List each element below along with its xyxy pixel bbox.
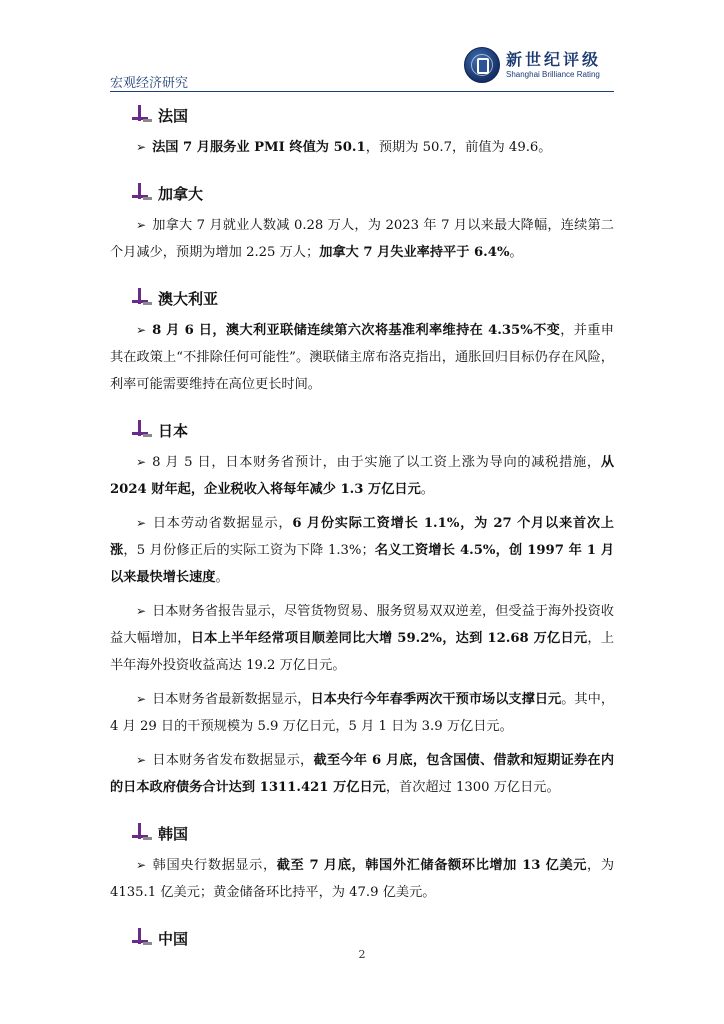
section-title: 中国 — [158, 929, 189, 948]
section-title: 日本 — [158, 421, 189, 440]
section — [110, 103, 614, 178]
text-run: ，预期为 50.7，前值为 49.6。 — [365, 140, 552, 155]
text-run: 日本财务省报告显示，尽管货物贸易、服务贸易双双逆差，但受益于海外投资收益大幅增加， — [110, 604, 614, 646]
news-paragraph — [110, 510, 614, 591]
arrow-bullet-icon: ➢ — [136, 516, 147, 530]
news-paragraph — [110, 212, 614, 266]
news-paragraph — [110, 852, 614, 906]
arrow-bullet-icon: ➢ — [136, 323, 147, 337]
section-title: 澳大利亚 — [158, 289, 219, 308]
bold-text-run: 截至 7 月底，韩国外汇储备额环比增加 13 亿美元 — [276, 858, 588, 873]
bold-text-run: 日本上半年经常项目顺差同比大增 59.2%，达到 12.68 万亿日元 — [190, 631, 588, 646]
text-run: 。 — [420, 482, 434, 497]
section-bullet-icon — [132, 288, 152, 308]
section — [110, 821, 614, 923]
bold-text-run: 6 月份实际工资增长 1.1%，为 27 个月以来首次上涨 — [110, 516, 614, 558]
arrow-bullet-icon: ➢ — [136, 858, 147, 872]
news-paragraph — [110, 747, 614, 801]
text-run: 。 — [215, 570, 229, 585]
bold-text-run: 从 2024 财年起，企业税收入将每年减少 1.3 万亿日元 — [110, 455, 614, 497]
text-run: 加拿大 7 月就业人数减 0.28 万人，为 2023 年 7 月以来最大降幅，连续第二个月减少，预期为增加 2.25 万人； — [110, 218, 614, 260]
text-run: 。其中，4 月 29 日的干预规模为 5.9 万亿日元，5 月 1 日为 3.9 万亿日元。 — [110, 692, 615, 734]
section-title: 法国 — [158, 106, 189, 125]
section-bullet-icon — [132, 183, 152, 203]
section-bullet-icon — [132, 928, 152, 948]
arrow-bullet-icon: ➢ — [136, 218, 147, 232]
arrow-bullet-icon: ➢ — [136, 140, 147, 154]
section-heading — [110, 286, 614, 310]
news-paragraph — [110, 598, 614, 679]
section-heading — [110, 181, 614, 205]
text-run: ，上半年海外投资收益高达 19.2 万亿日元。 — [110, 631, 615, 673]
section — [110, 181, 614, 283]
text-run: ，并重申其在政策上“不排除任何可能性”。澳联储主席布洛克指出，通胀回归目标仍存在风险，利率可能需要维持在高位更长时间。 — [110, 323, 614, 392]
text-run: 8 月 5 日，日本财务省预计，由于实施了以工资上涨为导向的减税措施， — [152, 455, 601, 470]
arrow-bullet-icon: ➢ — [136, 604, 147, 618]
text-run: ，首次超过 1300 万亿日元。 — [385, 780, 560, 795]
document-body — [110, 100, 614, 960]
section-bullet-icon — [132, 420, 152, 440]
bold-text-run: 截至今年 6 月底，包含国债、借款和短期证券在内的日本政府债务合计达到 1311.421 万亿日元 — [110, 753, 615, 795]
section — [110, 418, 614, 818]
section-heading — [110, 926, 614, 950]
bold-text-run: 8 月 6 日，澳大利亚联储连续第六次将基准利率维持在 4.35%不变 — [152, 323, 561, 338]
section-heading — [110, 103, 614, 127]
page-number: 2 — [358, 948, 366, 961]
text-run: 日本财务省最新数据显示， — [152, 692, 311, 707]
section-title: 韩国 — [158, 824, 189, 843]
brilliance-rating-logo — [464, 46, 614, 86]
arrow-bullet-icon: ➢ — [136, 753, 147, 767]
logo-english-name: Shanghai Brilliance Rating — [506, 70, 600, 79]
arrow-bullet-icon: ➢ — [136, 455, 147, 469]
text-run: 日本劳动省数据显示， — [152, 516, 293, 531]
news-paragraph — [110, 134, 614, 161]
bold-text-run: 法国 7 月服务业 PMI 终值为 50.1 — [152, 140, 366, 155]
header-divider — [110, 91, 614, 92]
section-heading — [110, 821, 614, 845]
report-series-title: 宏观经济研究 — [110, 76, 189, 91]
news-paragraph — [110, 686, 614, 740]
logo-chinese-name: 新世纪评级 — [506, 50, 602, 69]
bold-text-run: 日本央行今年春季两次干预市场以支撑日元 — [310, 692, 562, 707]
text-run: ，为 4135.1 亿美元；黄金储备环比持平，为 47.9 亿美元。 — [110, 858, 615, 900]
text-run: 韩国央行数据显示， — [152, 858, 277, 873]
section-heading — [110, 418, 614, 442]
arrow-bullet-icon: ➢ — [136, 692, 147, 706]
page-header — [110, 40, 614, 92]
text-run: 。 — [509, 245, 523, 260]
section — [110, 286, 614, 415]
globe-logo-icon — [464, 47, 500, 83]
section-bullet-icon — [132, 105, 152, 125]
bold-text-run: 名义工资增长 4.5%，创 1997 年 1 月以来最快增长速度 — [110, 543, 615, 585]
text-run: ，5 月份修正后的实际工资为下降 1.3%； — [123, 543, 375, 558]
section-bullet-icon — [132, 823, 152, 843]
text-run: 日本财务省发布数据显示， — [152, 753, 314, 768]
news-paragraph — [110, 449, 614, 503]
section-title: 加拿大 — [158, 184, 204, 203]
bold-text-run: 加拿大 7 月失业率持平于 6.4% — [319, 245, 510, 260]
news-paragraph — [110, 317, 614, 398]
